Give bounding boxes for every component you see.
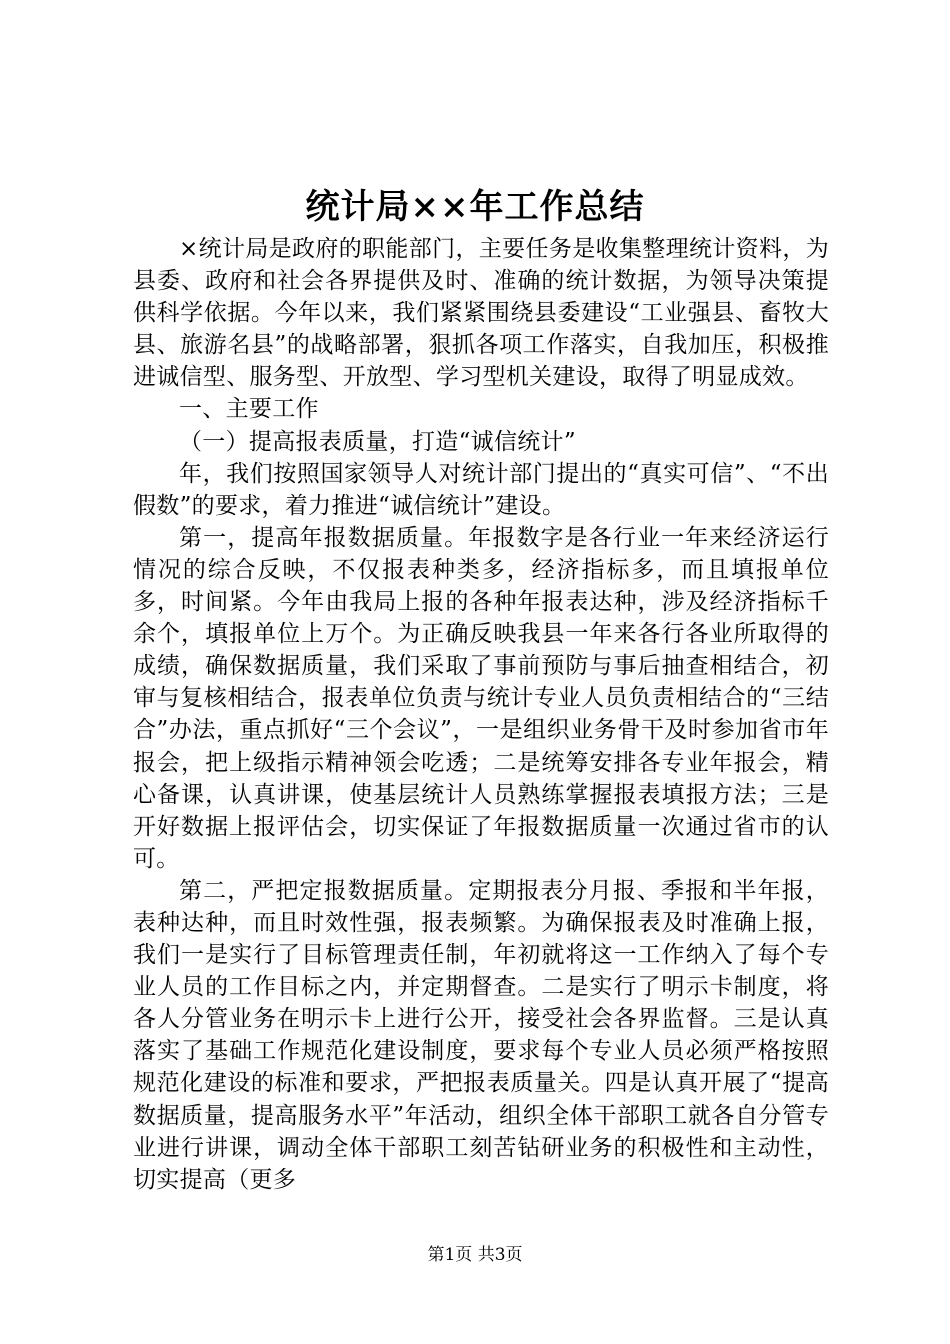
body-paragraph: 第一，提高年报数据质量。年报数字是各行业一年来经济运行情况的综合反映，不仅报表种类多，经济指标多，而且填报单位多，时间紧。今年由我局上报的各种年报表达种，涉及经济指标千余个，填报单位上万个。为正确反映我县一年来各行各业所取得的成绩，确保数据质量，我们采取了事前预防与事后抽查相结合，初审与复核相结合，报表单位负责与统计专业人员负责相结合的“三结合”办法，重点抓好“三个会议”，一是组织业务骨干及时参加省市年报会，把上级指示精神领会吃透；二是统筹安排各专业年报会，精心备课，认真讲课，使基层统计人员熟练掌握报表填报方法；三是开好数据上报评估会，切实保证了年报数据质量一次通过省市的认可。 — [133, 524, 829, 872]
document-title: 统计局××年工作总结 — [305, 187, 645, 227]
section-heading: 一、主要工作 — [179, 396, 319, 423]
body-paragraph: 年，我们按照国家领导人对统计部门提出的“真实可信”、“不出假数”的要求，着力推进“诚信统计”建设。 — [133, 460, 829, 519]
document-body — [133, 233, 829, 1196]
body-paragraph: 第二，严把定报数据质量。定期报表分月报、季报和半年报，表种达种，而且时效性强，报表频繁。为确保报表及时准确上报，我们一是实行了目标管理责任制，年初就将这一工作纳入了每个专业人员的工作目标之内，并定期督查。二是实行了明示卡制度，将各人分管业务在明示卡上进行公开，接受社会各界监督。三是认真落实了基础工作规范化建设制度，要求每个专业人员必须严格按照规范化建设的标准和要求，严把报表质量关。四是认真开展了“提高数据质量，提高服务水平”年活动，组织全体干部职工就各自分管专业进行讲课，调动全体干部职工刻苦钻研业务的积极性和主动性，切实提高（更多 — [133, 877, 829, 1193]
intro-paragraph: ×统计局是政府的职能部门，主要任务是收集整理统计资料，为县委、政府和社会各界提供及时、准确的统计数据，为领导决策提供科学依据。今年以来，我们紧紧围绕县委建设“工业强县、畜牧大县、旅游名县”的战略部署，狠抓各项工作落实，自我加压，积极推进诚信型、服务型、开放型、学习型机关建设，取得了明显成效。 — [133, 236, 829, 391]
page-footer: 第1页 共3页 — [427, 1245, 523, 1265]
subsection-heading: （一）提高报表质量，打造“诚信统计” — [179, 428, 576, 455]
